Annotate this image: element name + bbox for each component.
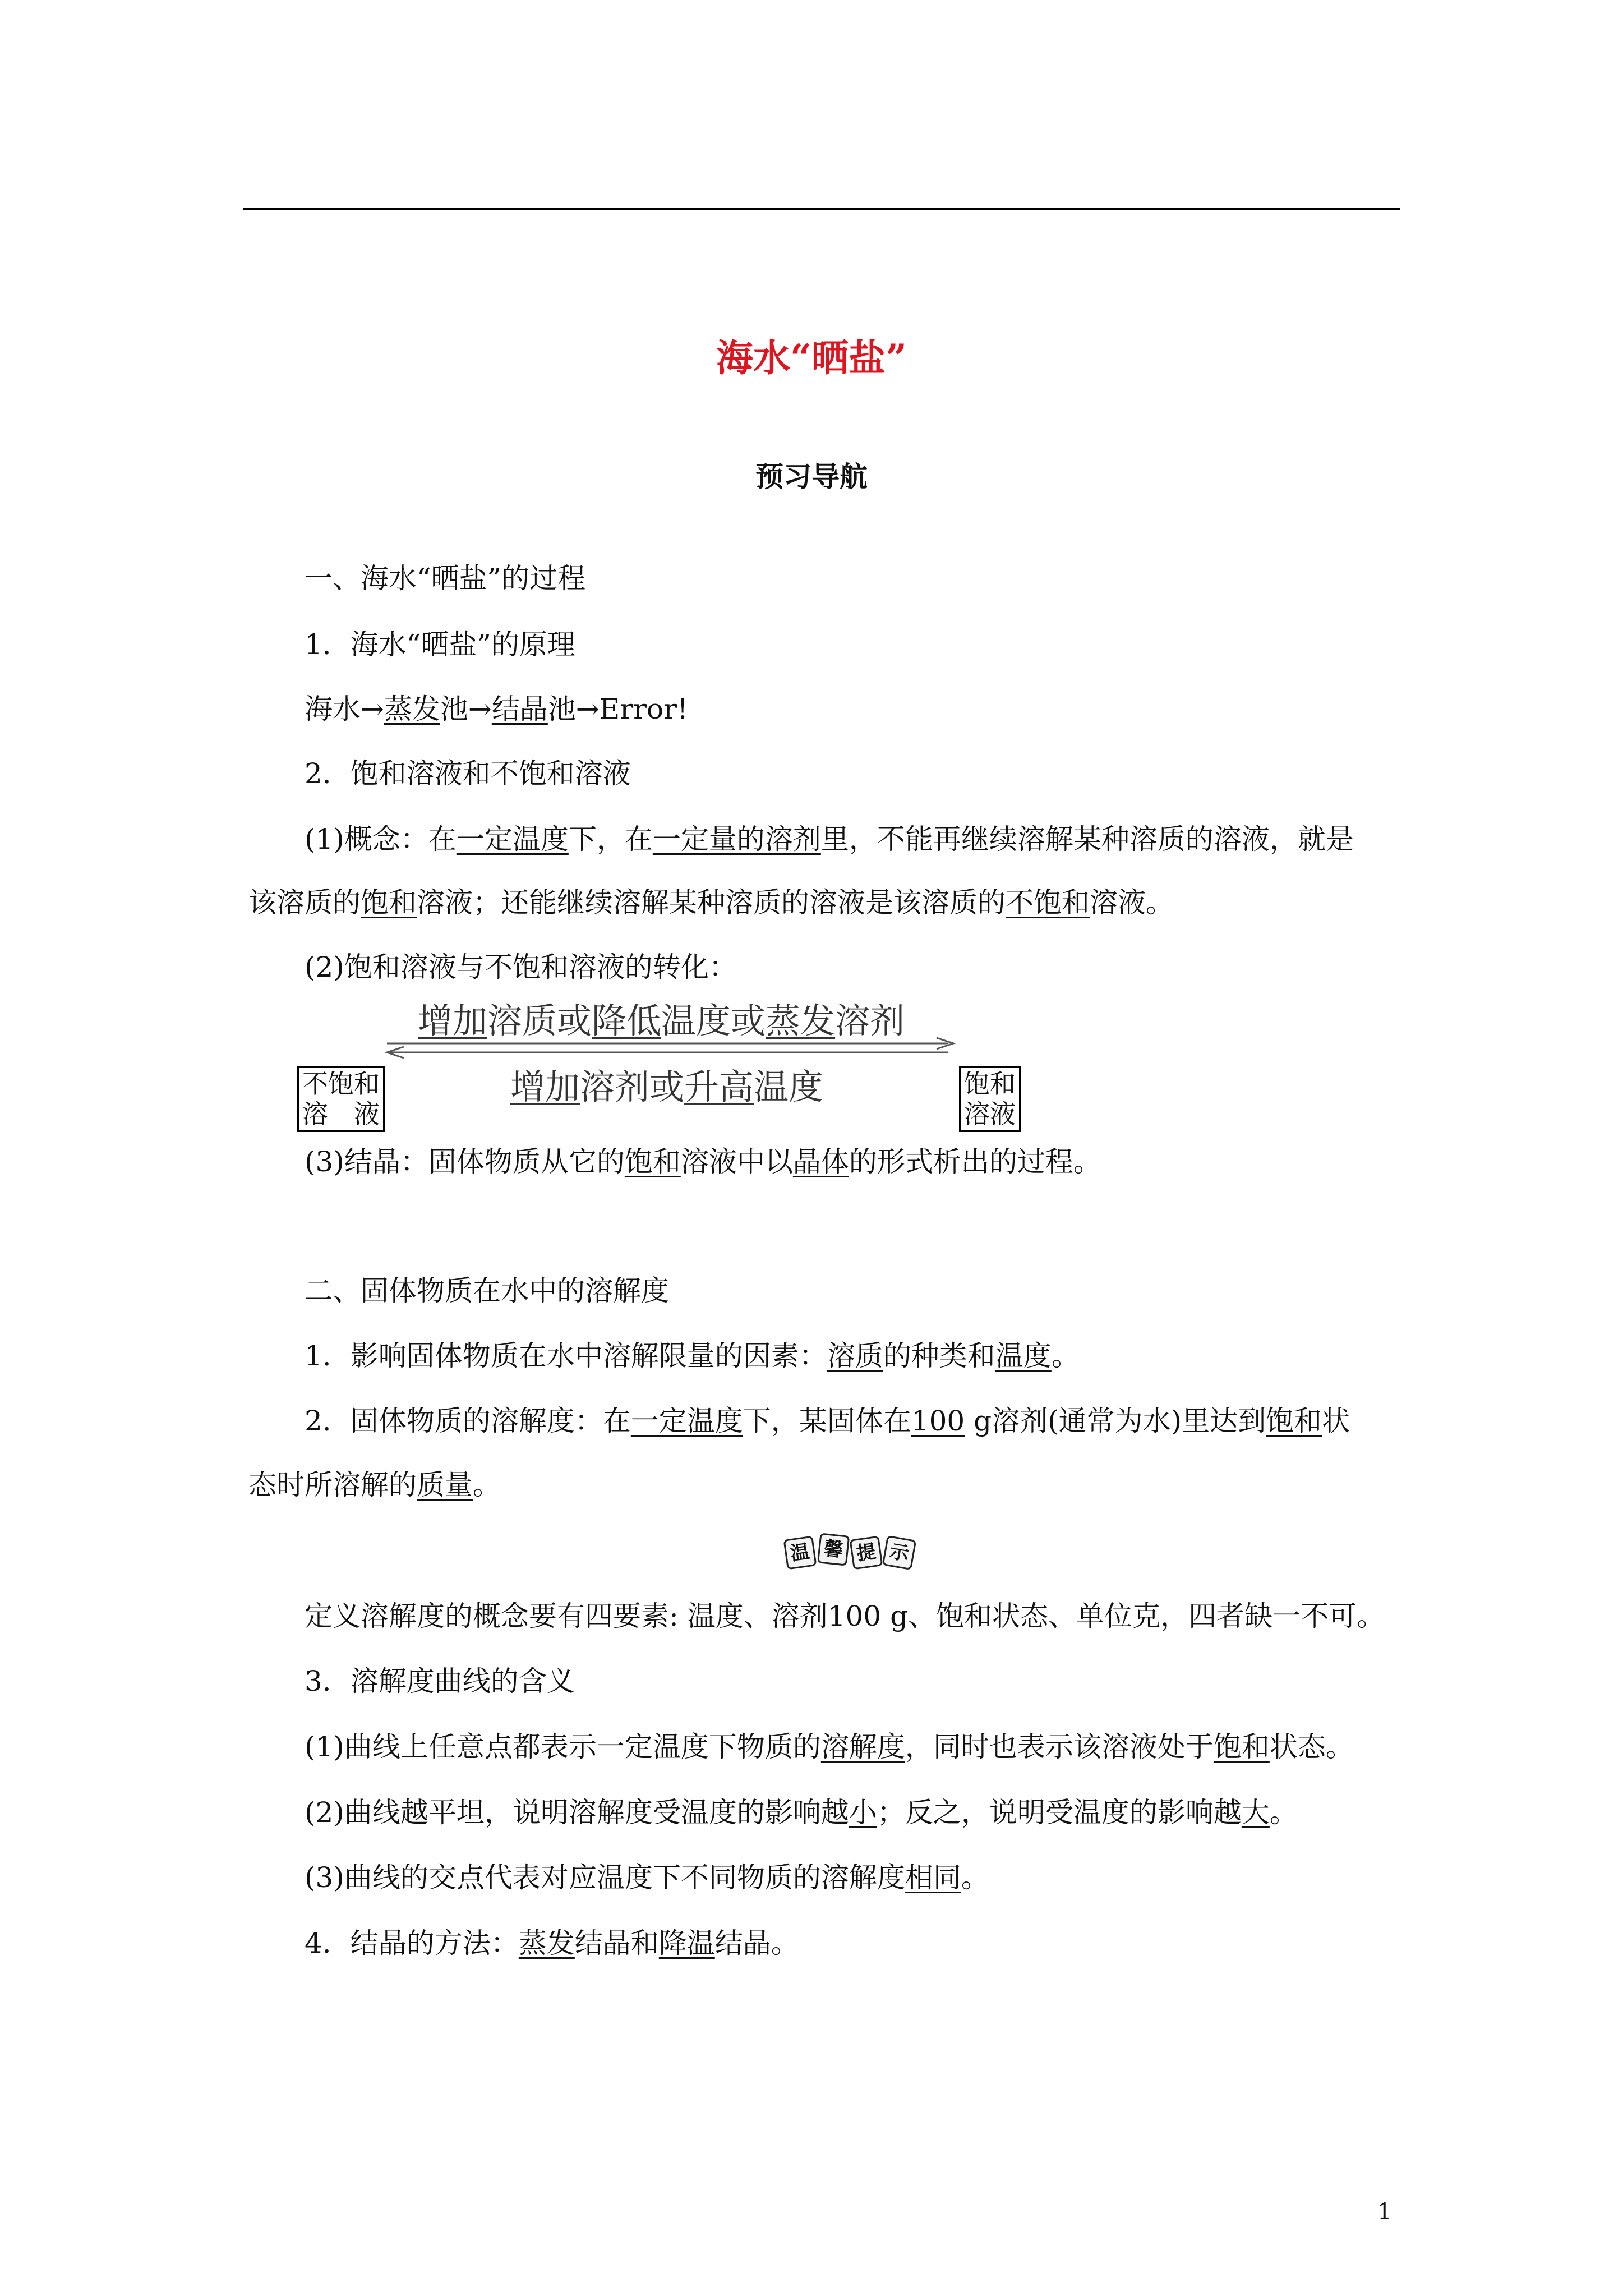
item-heading: 2．饱和溶液和不饱和溶液 (305, 757, 631, 790)
answer-blank: 饱和 (624, 1145, 681, 1178)
answer-blank: 晶体 (792, 1145, 849, 1178)
crystallization-methods: 4．结晶的方法：蒸发结晶和降温结晶。 (305, 1927, 799, 1959)
answer-blank: 一定量的溶剂 (652, 823, 821, 855)
item-heading: 1．海水“晒盐”的原理 (305, 628, 575, 661)
factors-line: 1．影响固体物质在水中溶解限量的因素：溶质的种类和温度。 (305, 1340, 1080, 1372)
concept-paragraph: (1)概念：在一定温度下，在一定量的溶剂里，不能再继续溶解某种溶质的溶液，就是 (305, 823, 1354, 855)
answer-blank: 100 (911, 1405, 965, 1437)
forward-condition-label: 增加溶质或降低温度或蒸发溶剂 (418, 1000, 905, 1041)
answer-blank: 蒸发 (384, 693, 440, 725)
header-rule (243, 208, 1400, 210)
warm-tip-icon: 温 馨 提 示 (785, 1531, 914, 1574)
answer-blank: 温度 (995, 1340, 1052, 1372)
salt-flow-line: 海水→蒸发池→结晶池→Error! (305, 693, 689, 725)
solubility-definition-cont: 态时所溶解的质量。 (248, 1469, 501, 1501)
answer-blank: 不饱和 (1006, 886, 1090, 919)
conversion-diagram (297, 993, 1049, 1139)
answer-blank: 大 (1241, 1796, 1270, 1829)
conversion-heading: (2)饱和溶液与不饱和溶液的转化： (305, 951, 737, 983)
answer-blank: 饱和 (1213, 1731, 1270, 1763)
section-subtitle: 预习导航 (755, 460, 868, 493)
answer-blank: 相同 (905, 1861, 961, 1894)
answer-blank: 饱和 (361, 886, 417, 919)
section-heading-1: 一、海水“晒盐”的过程 (305, 562, 586, 595)
curve-meaning-2: (2)曲线越平坦，说明溶解度受温度的影响越小；反之，说明受温度的影响越大。 (305, 1796, 1298, 1829)
crystallization-line: (3)结晶：固体物质从它的饱和溶液中以晶体的形式析出的过程。 (305, 1145, 1101, 1178)
curve-meaning-3: (3)曲线的交点代表对应温度下不同物质的溶解度相同。 (305, 1861, 989, 1894)
answer-blank: 饱和 (1266, 1405, 1322, 1437)
answer-blank: 小 (849, 1796, 877, 1829)
answer-blank: 一定温度 (456, 823, 569, 855)
page-number: 1 (1377, 2199, 1392, 2225)
solubility-definition: 2．固体物质的溶解度：在一定温度下，某固体在100 g溶剂(通常为水)里达到饱和状 (305, 1405, 1350, 1437)
section-heading-2: 二、固体物质在水中的溶解度 (305, 1274, 669, 1307)
answer-blank: 溶解度 (820, 1731, 905, 1763)
reverse-condition-label: 增加溶剂或升高温度 (510, 1066, 824, 1107)
answer-blank: 蒸发 (518, 1927, 575, 1959)
unsaturated-solution-box: 不饱和 溶 液 (297, 1066, 385, 1132)
answer-blank: 溶质 (827, 1340, 883, 1372)
answer-blank: 降温 (658, 1927, 715, 1959)
saturated-solution-box: 饱和 溶液 (959, 1066, 1021, 1132)
tip-text: 定义溶解度的概念要有四要素: 温度、溶剂100 g、饱和状态、单位克，四者缺一不可。 (305, 1600, 1385, 1632)
concept-paragraph-cont: 该溶质的饱和溶液；还能继续溶解某种溶质的溶液是该溶质的不饱和溶液。 (248, 886, 1174, 919)
curve-meaning-1: (1)曲线上任意点都表示一定温度下物质的溶解度，同时也表示该溶液处于饱和状态。 (305, 1731, 1354, 1763)
item-heading: 3．溶解度曲线的含义 (305, 1665, 575, 1697)
answer-blank: 质量 (417, 1469, 473, 1501)
double-arrow-icon (381, 1037, 959, 1059)
answer-blank: 一定温度 (630, 1405, 743, 1437)
answer-blank: 结晶 (491, 693, 548, 725)
document-title: 海水“晒盐” (716, 336, 907, 380)
